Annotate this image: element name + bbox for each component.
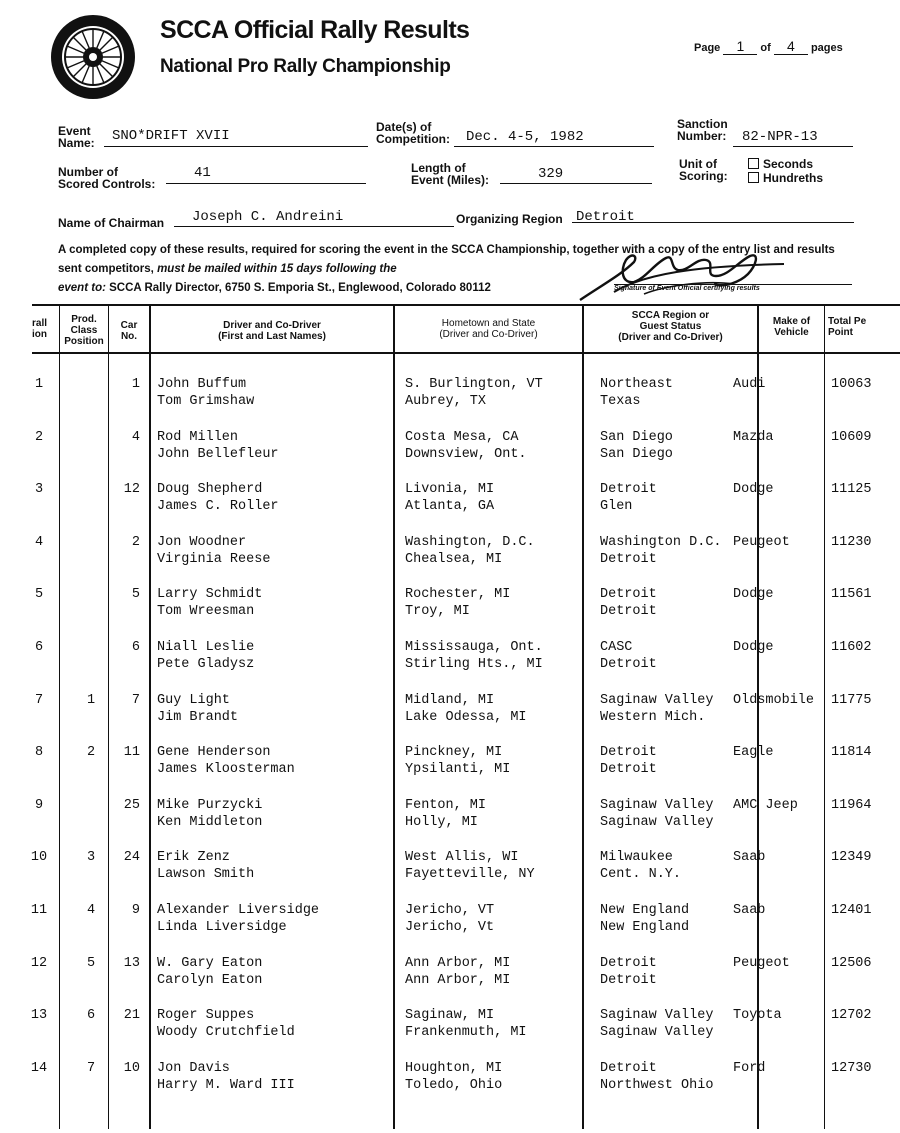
- event-length-label-line1: Length of: [411, 161, 466, 175]
- event-length-value: 329: [538, 166, 564, 182]
- vehicle-make: Eagle: [733, 745, 774, 760]
- total-points: 11125: [831, 482, 872, 497]
- page-label: Page: [694, 42, 721, 54]
- car-number: 1: [131, 377, 140, 392]
- sanction-label-line2: Number:: [677, 129, 727, 143]
- codriver-name: James Kloosterman: [157, 762, 295, 777]
- total-points: 10609: [831, 430, 872, 445]
- event-name-label-line2: Name:: [58, 136, 95, 150]
- driver-region: Detroit: [600, 587, 657, 602]
- notice-text: A completed copy of these results, required for scoring the event in the SCCA Championship, together with a copy of the entry list and results sent competitors,: [58, 244, 835, 275]
- driver-hometown: Saginaw, MI: [405, 1008, 495, 1023]
- driver-region: Saginaw Valley: [600, 693, 714, 708]
- header-driver: Driver and Co-Driver (First and Last Names): [218, 320, 326, 342]
- driver-name: W. Gary Eaton: [157, 956, 263, 971]
- date-label: [376, 121, 450, 145]
- region-label: Organizing Region: [456, 212, 563, 226]
- overall-position: 9: [34, 798, 44, 813]
- overall-position: 14: [30, 1061, 48, 1076]
- overall-position: 7: [34, 693, 44, 708]
- scoring-unit-label: [679, 158, 728, 182]
- car-number: 12: [123, 482, 140, 497]
- codriver-region: Northwest Ohio: [600, 1078, 714, 1093]
- total-points: 12730: [831, 1061, 872, 1076]
- driver-name: Alexander Liversidge: [157, 903, 320, 918]
- driver-hometown: Midland, MI: [405, 693, 495, 708]
- driver-region: New England: [600, 903, 690, 918]
- vehicle-make: Toyota: [733, 1008, 782, 1023]
- driver-hometown: Livonia, MI: [405, 482, 495, 497]
- hundreths-option-label: Hundreths: [763, 171, 823, 185]
- sanction-label: [677, 118, 728, 142]
- codriver-name: Carolyn Eaton: [157, 973, 263, 988]
- codriver-region: Western Mich.: [600, 710, 706, 725]
- driver-name: Niall Leslie: [157, 640, 255, 655]
- document-title: SCCA Official Rally Results: [160, 16, 470, 44]
- driver-hometown: Washington, D.C.: [405, 535, 535, 550]
- car-number: 10: [123, 1061, 140, 1076]
- codriver-region: Glen: [600, 499, 633, 514]
- driver-region: San Diego: [600, 430, 673, 445]
- car-number: 2: [131, 535, 140, 550]
- document-subtitle: National Pro Rally Championship: [160, 56, 451, 77]
- codriver-name: Tom Grimshaw: [157, 394, 255, 409]
- total-points: 12401: [831, 903, 872, 918]
- codriver-hometown: Ann Arbor, MI: [405, 973, 511, 988]
- overall-position: 11: [30, 903, 48, 918]
- driver-hometown: Houghton, MI: [405, 1061, 503, 1076]
- car-number: 25: [123, 798, 140, 813]
- header-make: Make of Vehicle: [772, 316, 811, 338]
- vehicle-make: Dodge: [733, 587, 774, 602]
- codriver-name: Woody Crutchfield: [157, 1025, 295, 1040]
- codriver-region: Detroit: [600, 604, 657, 619]
- codriver-hometown: Frankenmuth, MI: [405, 1025, 527, 1040]
- driver-hometown: S. Burlington, VT: [405, 377, 543, 392]
- header-overall-position: rall ion: [32, 318, 48, 340]
- total-points: 11964: [831, 798, 872, 813]
- total-points: 11561: [831, 587, 872, 602]
- driver-region: CASC: [600, 640, 633, 655]
- driver-name: John Buffum: [157, 377, 247, 392]
- page-total: 4: [774, 38, 808, 55]
- codriver-hometown: Stirling Hts., MI: [405, 657, 543, 672]
- driver-region: Saginaw Valley: [600, 798, 714, 813]
- codriver-hometown: Toledo, Ohio: [405, 1078, 503, 1093]
- driver-hometown: Fenton, MI: [405, 798, 487, 813]
- overall-position: 13: [30, 1008, 48, 1023]
- vehicle-make: Mazda: [733, 430, 774, 445]
- codriver-hometown: Troy, MI: [405, 604, 470, 619]
- event-name-label-line1: Event: [58, 124, 91, 138]
- car-number: 5: [131, 587, 140, 602]
- total-points: 11814: [831, 745, 872, 760]
- overall-position: 4: [34, 535, 44, 550]
- driver-region: Detroit: [600, 1061, 657, 1076]
- codriver-region: Detroit: [600, 973, 657, 988]
- event-length-label-line2: Event (Miles):: [411, 173, 490, 187]
- overall-position: 10: [30, 850, 48, 865]
- driver-hometown: Rochester, MI: [405, 587, 511, 602]
- codriver-name: Jim Brandt: [157, 710, 239, 725]
- class-position: 1: [86, 693, 96, 708]
- codriver-region: Detroit: [600, 552, 657, 567]
- class-position: 4: [86, 903, 96, 918]
- overall-position: 12: [30, 956, 48, 971]
- vehicle-make: Dodge: [733, 640, 774, 655]
- driver-hometown: Mississauga, Ont.: [405, 640, 543, 655]
- notice-event-to: event to:: [58, 282, 106, 294]
- codriver-hometown: Downsview, Ont.: [405, 447, 527, 462]
- codriver-name: James C. Roller: [157, 499, 279, 514]
- codriver-hometown: Fayetteville, NY: [405, 867, 535, 882]
- header-region: SCCA Region or Guest Status (Driver and Co-Driver): [618, 310, 723, 343]
- codriver-hometown: Chealsea, MI: [405, 552, 503, 567]
- header-total-points: Total Pe Point: [828, 316, 867, 338]
- driver-name: Rod Millen: [157, 430, 239, 445]
- codriver-region: Detroit: [600, 657, 657, 672]
- seconds-option-label: Seconds: [763, 157, 814, 171]
- header-car-number: Car No.: [120, 320, 138, 342]
- driver-name: Doug Shepherd: [157, 482, 263, 497]
- codriver-hometown: Holly, MI: [405, 815, 478, 830]
- driver-region: Detroit: [600, 745, 657, 760]
- driver-name: Mike Purzycki: [157, 798, 263, 813]
- codriver-name: Harry M. Ward III: [157, 1078, 295, 1093]
- codriver-name: Pete Gladysz: [157, 657, 255, 672]
- class-position: 7: [86, 1061, 96, 1076]
- codriver-hometown: Lake Odessa, MI: [405, 710, 527, 725]
- driver-hometown: Costa Mesa, CA: [405, 430, 519, 445]
- page-of-label: of: [760, 42, 771, 54]
- codriver-region: Cent. N.Y.: [600, 867, 682, 882]
- codriver-name: Virginia Reese: [157, 552, 271, 567]
- codriver-region: Detroit: [600, 762, 657, 777]
- class-position: 2: [86, 745, 96, 760]
- driver-region: Milwaukee: [600, 850, 673, 865]
- vehicle-make: AMC Jeep: [733, 798, 798, 813]
- total-points: 11602: [831, 640, 872, 655]
- car-number: 21: [123, 1008, 140, 1023]
- codriver-region: San Diego: [600, 447, 673, 462]
- date-label-line1: Date(s) of: [376, 120, 432, 134]
- scoring-option-seconds: [748, 158, 813, 170]
- driver-name: Roger Suppes: [157, 1008, 255, 1023]
- driver-name: Jon Woodner: [157, 535, 247, 550]
- organizing-region-value: Detroit: [576, 209, 635, 225]
- class-position: 5: [86, 956, 96, 971]
- codriver-region: New England: [600, 920, 690, 935]
- seconds-checkbox: [748, 158, 759, 169]
- header-hometown: Hometown and State (Driver and Co-Driver): [439, 318, 538, 340]
- signature-caption: Signature of Event Official certifying results: [614, 285, 760, 292]
- vehicle-make: Ford: [733, 1061, 766, 1076]
- competition-date-value: Dec. 4-5, 1982: [466, 129, 584, 145]
- overall-position: 2: [34, 430, 44, 445]
- codriver-hometown: Atlanta, GA: [405, 499, 495, 514]
- driver-region: Northeast: [600, 377, 673, 392]
- driver-name: Erik Zenz: [157, 850, 230, 865]
- pages-label: pages: [810, 42, 843, 54]
- notice-deadline: must be mailed within 15 days following the: [157, 263, 397, 275]
- total-points: 11230: [831, 535, 872, 550]
- event-length-label: [411, 162, 489, 186]
- chairman-value: Joseph C. Andreini: [192, 209, 344, 225]
- class-position: 3: [86, 850, 96, 865]
- total-points: 12349: [831, 850, 872, 865]
- car-number: 4: [131, 430, 140, 445]
- total-points: 12702: [831, 1008, 872, 1023]
- chairman-label: Name of Chairman: [58, 216, 165, 230]
- codriver-hometown: Jericho, Vt: [405, 920, 495, 935]
- overall-position: 1: [34, 377, 44, 392]
- overall-position: 8: [34, 745, 44, 760]
- driver-name: Gene Henderson: [157, 745, 271, 760]
- overall-position: 3: [34, 482, 44, 497]
- overall-position: 5: [34, 587, 44, 602]
- driver-region: Detroit: [600, 956, 657, 971]
- car-number: 7: [131, 693, 140, 708]
- vehicle-make: Oldsmobile: [733, 693, 815, 708]
- sanction-number-value: 82-NPR-13: [742, 129, 818, 145]
- driver-hometown: Pinckney, MI: [405, 745, 503, 760]
- scoring-option-hundreths: [748, 172, 823, 184]
- driver-hometown: Ann Arbor, MI: [405, 956, 511, 971]
- scored-controls-value: 41: [194, 165, 211, 181]
- official-signature-icon: [574, 244, 804, 306]
- scored-controls-label-line1: Number of: [58, 165, 118, 179]
- driver-name: Guy Light: [157, 693, 230, 708]
- hundreths-checkbox: [748, 172, 759, 183]
- page-number: 1: [723, 38, 757, 55]
- driver-region: Detroit: [600, 482, 657, 497]
- scca-wheel-logo-icon: [50, 14, 136, 100]
- scoring-unit-label-line2: Scoring:: [679, 169, 728, 183]
- codriver-name: John Bellefleur: [157, 447, 279, 462]
- vehicle-make: Peugeot: [733, 956, 790, 971]
- total-points: 12506: [831, 956, 872, 971]
- total-points: 11775: [831, 693, 872, 708]
- scoring-unit-label-line1: Unit of: [679, 157, 717, 171]
- class-position: 6: [86, 1008, 96, 1023]
- vehicle-make: Dodge: [733, 482, 774, 497]
- sanction-label-line1: Sanction: [677, 117, 728, 131]
- driver-region: Saginaw Valley: [600, 1008, 714, 1023]
- codriver-region: Saginaw Valley: [600, 1025, 714, 1040]
- codriver-name: Ken Middleton: [157, 815, 263, 830]
- car-number: 24: [123, 850, 140, 865]
- car-number: 11: [123, 745, 140, 760]
- codriver-region: Texas: [600, 394, 641, 409]
- car-number: 9: [131, 903, 140, 918]
- vehicle-make: Saab: [733, 903, 766, 918]
- page-indicator: [694, 38, 843, 55]
- header-class-position: Prod. Class Position: [64, 314, 104, 347]
- scored-controls-label-line2: Scored Controls:: [58, 177, 156, 191]
- driver-name: Jon Davis: [157, 1061, 230, 1076]
- vehicle-make: Peugeot: [733, 535, 790, 550]
- codriver-hometown: Ypsilanti, MI: [405, 762, 511, 777]
- overall-position: 6: [34, 640, 44, 655]
- notice-address: SCCA Rally Director, 6750 S. Emporia St., Englewood, Colorado 80112: [109, 282, 491, 294]
- codriver-hometown: Aubrey, TX: [405, 394, 487, 409]
- driver-hometown: West Allis, WI: [405, 850, 519, 865]
- driver-hometown: Jericho, VT: [405, 903, 495, 918]
- driver-region: Washington D.C.: [600, 535, 722, 550]
- vehicle-make: Saab: [733, 850, 766, 865]
- car-number: 13: [123, 956, 140, 971]
- total-points: 10063: [831, 377, 872, 392]
- codriver-name: Linda Liversidge: [157, 920, 287, 935]
- date-label-line2: Competition:: [376, 132, 450, 146]
- codriver-name: Tom Wreesman: [157, 604, 255, 619]
- event-name-value: SNO*DRIFT XVII: [112, 128, 230, 144]
- codriver-name: Lawson Smith: [157, 867, 255, 882]
- codriver-region: Saginaw Valley: [600, 815, 714, 830]
- scored-controls-label: [58, 166, 155, 190]
- car-number: 6: [131, 640, 140, 655]
- driver-name: Larry Schmidt: [157, 587, 263, 602]
- event-name-label: [58, 125, 95, 149]
- vehicle-make: Audi: [733, 377, 766, 392]
